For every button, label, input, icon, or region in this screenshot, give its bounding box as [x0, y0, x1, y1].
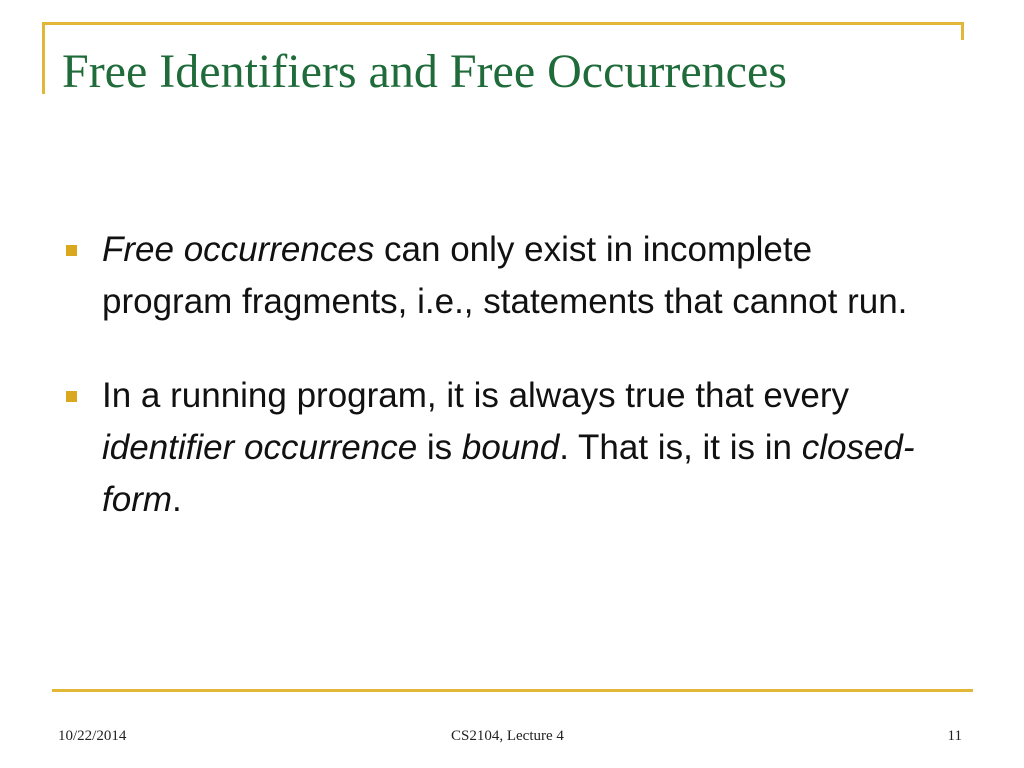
- square-bullet-icon: [66, 245, 77, 256]
- bullet-2-run-2: identifier occurrence: [102, 428, 418, 467]
- bullet-1-run-2: can only exist in incomplete program fragments, i.e., statements that cannot run.: [102, 230, 908, 321]
- footer-course: CS2104, Lecture 4: [451, 728, 564, 744]
- square-bullet-icon: [66, 391, 77, 402]
- bullet-text-1: [102, 230, 907, 321]
- title-frame-left-line: [42, 22, 45, 94]
- bullet-1-run-1: Free occurrences: [102, 230, 375, 269]
- footer-divider: [52, 689, 973, 692]
- bullet-2-run-6: closed-form: [102, 428, 915, 519]
- bullet-item-1: [66, 224, 946, 328]
- bullet-2-run-3: is: [417, 428, 462, 467]
- bullet-list: [66, 224, 946, 568]
- title-frame-right-line: [961, 22, 964, 40]
- title-frame-top-line: [42, 22, 964, 25]
- slide-title: Free Identifiers and Free Occurrences: [62, 45, 787, 98]
- bullet-item-2: [66, 370, 946, 526]
- bullet-2-run-7: .: [172, 480, 182, 519]
- footer-page-number: 11: [947, 728, 962, 744]
- bullet-text-2: [102, 376, 915, 519]
- bullet-2-run-5: . That is, it is in: [559, 428, 802, 467]
- bullet-2-run-1: In a running program, it is always true that every: [102, 376, 850, 415]
- bullet-2-run-4: bound: [461, 428, 560, 467]
- footer-date: 10/22/2014: [58, 728, 127, 744]
